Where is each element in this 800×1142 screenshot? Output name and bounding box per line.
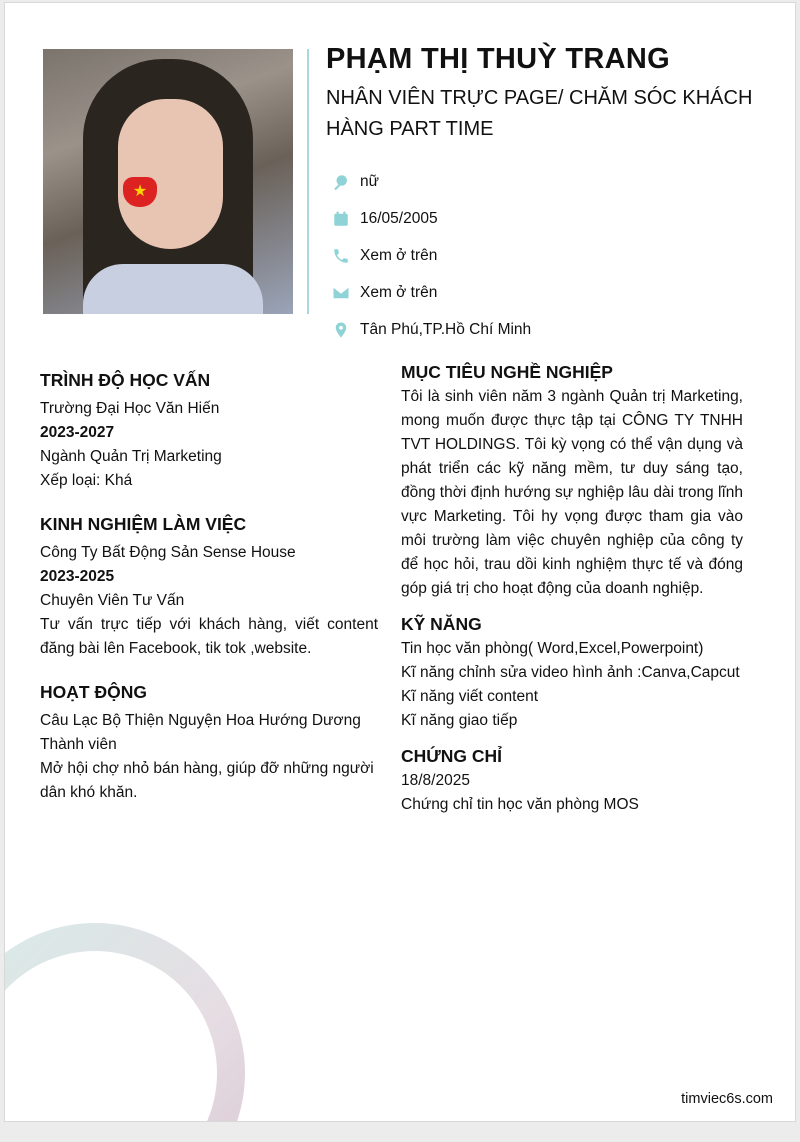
candidate-name: PHẠM THỊ THUỲ TRANG — [326, 43, 671, 75]
skill-item: Tin học văn phòng( Word,Excel,Powerpoint) — [401, 640, 704, 657]
experience-years: 2023-2025 — [40, 568, 115, 585]
phone-icon — [326, 247, 356, 265]
education-section — [40, 367, 378, 493]
activities-role: Thành viên — [40, 736, 117, 753]
birthday-text: 16/05/2005 — [360, 209, 438, 227]
left-column — [40, 367, 378, 823]
email-text: Xem ở trên — [360, 283, 438, 301]
education-heading: TRÌNH ĐỘ HỌC VẤN — [40, 370, 211, 390]
activities-section — [40, 679, 378, 805]
skill-item: Kĩ năng viết content — [401, 688, 539, 705]
objective-section — [401, 359, 743, 601]
right-column — [401, 359, 743, 827]
experience-description: Tư vấn trực tiếp với khách hàng, viết content đăng bài lên Facebook, tik tok ,website. — [40, 616, 378, 657]
education-school: Trường Đại Học Văn Hiến — [40, 400, 220, 417]
decorative-arc — [4, 923, 245, 1122]
education-major: Ngành Quản Trị Marketing — [40, 448, 222, 465]
activities-heading: HOẠT ĐỘNG — [40, 682, 147, 702]
flag-heart-icon: ★ — [123, 177, 157, 207]
cv-page — [4, 2, 796, 1122]
location-icon — [326, 321, 356, 339]
activities-description: Mở hội chợ nhỏ bán hàng, giúp đỡ những người dân khó khăn. — [40, 760, 374, 801]
info-gender — [326, 163, 531, 200]
experience-company: Công Ty Bất Động Sản Sense House — [40, 544, 296, 561]
skill-item: Kĩ năng chỉnh sửa video hình ảnh :Canva,Capcut — [401, 664, 740, 681]
objective-text: Tôi là sinh viên năm 3 ngành Quản trị Marketing, mong muốn được thực tập tại CÔNG TY TNHH TVT HOLDINGS. Tôi kỳ vọng có thể vận dụng và phát triển các kỹ năng mềm, tư duy sáng tạo, đồng thời định hướng sự nghiệp lâu dài trong lĩnh vực Marketing. Tôi hy vọng được tham gia vào môi trường làm việc chuyên nghiệp của công ty để học hỏi, trau dồi kinh nghiệm thực tế và đóng góp giá trị cho hoạt động của doanh nghiệp. — [401, 388, 743, 597]
education-years: 2023-2027 — [40, 424, 115, 441]
footer-brand[interactable]: timviec6s.com — [681, 1091, 773, 1107]
personal-info — [326, 163, 531, 348]
info-email — [326, 274, 531, 311]
profile-photo — [43, 49, 293, 314]
skills-section — [401, 611, 743, 733]
certificate-date: 18/8/2025 — [401, 772, 470, 789]
job-title: NHÂN VIÊN TRỰC PAGE/ CHĂM SÓC KHÁCH HÀNG PART TIME — [326, 87, 753, 140]
skill-item: Kĩ năng giao tiếp — [401, 712, 518, 729]
experience-section — [40, 511, 378, 661]
experience-position: Chuyên Viên Tư Vấn — [40, 592, 185, 609]
certificate-name: Chứng chỉ tin học văn phòng MOS — [401, 796, 639, 813]
experience-heading: KINH NGHIỆM LÀM VIỆC — [40, 514, 247, 534]
gender-icon — [326, 173, 356, 191]
education-grade: Xếp loại: Khá — [40, 472, 133, 489]
objective-heading: MỤC TIÊU NGHỀ NGHIỆP — [401, 362, 613, 382]
calendar-icon — [326, 210, 356, 228]
certificates-heading: CHỨNG CHỈ — [401, 746, 503, 766]
skills-heading: KỸ NĂNG — [401, 614, 482, 634]
email-icon — [326, 284, 356, 302]
info-birthday — [326, 200, 531, 237]
certificates-section — [401, 743, 743, 817]
gender-text: nữ — [360, 172, 379, 190]
activities-club: Câu Lạc Bộ Thiện Nguyện Hoa Hướng Dương — [40, 712, 361, 729]
header-divider — [307, 49, 309, 314]
phone-text: Xem ở trên — [360, 246, 438, 264]
info-phone — [326, 237, 531, 274]
address-text: Tân Phú,TP.Hồ Chí Minh — [360, 320, 532, 338]
info-address — [326, 311, 531, 348]
